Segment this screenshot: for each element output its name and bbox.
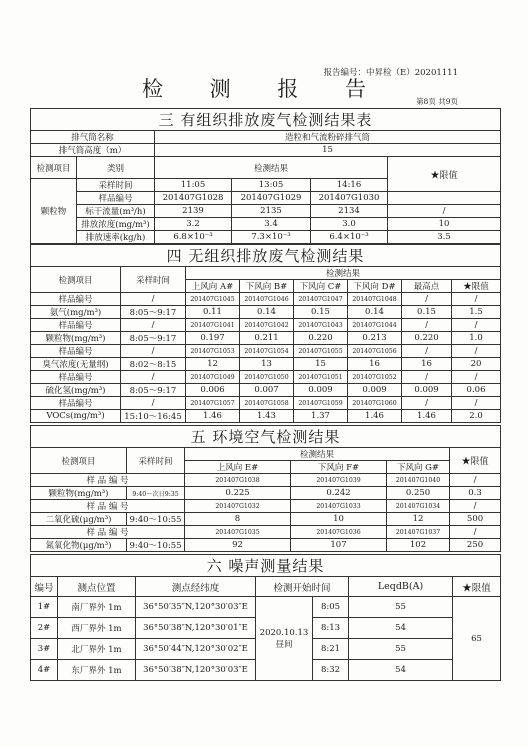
table-row xyxy=(31,500,501,513)
col-header: 测点经纬度 xyxy=(136,577,256,597)
value-cell: 0.009 xyxy=(348,384,402,397)
sample-cell: 201407G1029 xyxy=(232,192,311,205)
col-header: 最高点 xyxy=(402,280,452,293)
noise-value: 54 xyxy=(349,660,453,681)
value-cell: 3.2 xyxy=(155,218,232,231)
time-cell: 11:05 xyxy=(155,179,232,192)
row-label: 样品编号 xyxy=(31,371,121,384)
time-label: 采样时间 xyxy=(121,267,186,293)
point-position: 南厂界外 1m xyxy=(58,597,136,618)
value-cell: 1.0 xyxy=(452,332,501,345)
col-header: 上风向 E# xyxy=(185,461,291,474)
time-cell: / xyxy=(121,293,186,306)
tube-height-label: 排气筒高度（m） xyxy=(31,144,155,157)
value-cell: 0.006 xyxy=(186,384,240,397)
value-cell: 1.5 xyxy=(452,306,501,319)
sample-cell: 201407G1060 xyxy=(348,397,402,410)
section-3-table xyxy=(30,108,501,244)
row-label: 样品编号 xyxy=(31,319,121,332)
sample-cell: 201407G1045 xyxy=(186,293,240,306)
section-3-title: 三 有组织排放废气检测结果表 xyxy=(31,109,501,131)
value-cell: 0.197 xyxy=(186,332,240,345)
value-cell: 3.0 xyxy=(311,218,388,231)
time-cell: / xyxy=(121,397,186,410)
col-header: 下风向 D# xyxy=(348,280,402,293)
value-cell: 2.0 xyxy=(452,410,501,423)
value-cell: 15 xyxy=(294,358,348,371)
point-position: 北厂界外 1m xyxy=(58,639,136,660)
sample-cell: 201407G1034 xyxy=(387,500,450,513)
value-cell: 6.8×10⁻³ xyxy=(155,231,232,244)
sample-cell: 201407G1033 xyxy=(291,500,387,513)
time-cell: 8:02～8:15 xyxy=(121,358,186,371)
start-time: 8:21 xyxy=(313,639,349,660)
value-cell: 0.225 xyxy=(185,487,291,500)
value-cell: / xyxy=(452,345,501,358)
point-coordinates: 36°50′38″N,120°30′03″E xyxy=(136,660,256,681)
point-coordinates: 36°50′44″N,120°30′02″E xyxy=(136,639,256,660)
section-5-table xyxy=(30,425,501,552)
report-title: 检 测 报 告 xyxy=(141,77,387,101)
row-label: 样品编号 xyxy=(31,397,121,410)
table-row xyxy=(31,358,501,371)
value-cell: / xyxy=(402,293,452,306)
value-cell: 0.14 xyxy=(240,306,294,319)
row-label: 样品编号 xyxy=(31,293,121,306)
tube-name-value: 造粒和气流粉碎排气筒 xyxy=(155,131,501,144)
date-cell xyxy=(256,597,313,681)
value-cell: / xyxy=(402,345,452,358)
value-cell: 0.213 xyxy=(348,332,402,345)
value-cell: / xyxy=(402,397,452,410)
table-row xyxy=(31,293,501,306)
table-row xyxy=(31,384,501,397)
limit-label: ★限值 xyxy=(388,157,501,192)
point-no: 3# xyxy=(31,639,58,660)
point-coordinates: 36°50′35″N,120°30′03″E xyxy=(136,597,256,618)
value-cell: 0.220 xyxy=(402,332,452,345)
value-cell: 7.3×10⁻³ xyxy=(232,231,311,244)
row-label: VOCs(mg/m³) xyxy=(31,410,121,423)
sample-cell: 201407G1036 xyxy=(291,526,387,539)
value-cell: 2135 xyxy=(232,205,311,218)
section-6-title: 六 噪声测量结果 xyxy=(31,555,501,577)
value-cell: 0.11 xyxy=(186,306,240,319)
sample-label: 样品编号 xyxy=(77,192,155,205)
time-cell: 9:40～10:55 xyxy=(127,539,185,552)
sample-cell: 201407G1041 xyxy=(186,319,240,332)
point-position: 西厂界外 1m xyxy=(58,618,136,639)
table-row xyxy=(31,319,501,332)
time-cell: 14:16 xyxy=(311,179,388,192)
noise-limit: 65 xyxy=(453,597,501,681)
value-cell: / xyxy=(402,371,452,384)
sample-cell: 201407G1030 xyxy=(311,192,388,205)
sample-cell: 201407G1054 xyxy=(240,345,294,358)
row-label: 氨气(mg/m³) xyxy=(31,306,121,319)
sample-cell: 201407G1040 xyxy=(387,474,450,487)
sample-cell: 201407G1039 xyxy=(291,474,387,487)
report-number: 报告编号：中昇检（E）20201111 xyxy=(323,68,458,78)
noise-value: 55 xyxy=(349,639,453,660)
value-cell: 0.3 xyxy=(450,487,501,500)
value-cell: / xyxy=(450,500,501,513)
row-label: 样品编号 xyxy=(31,345,121,358)
sample-cell: 201407G1044 xyxy=(348,319,402,332)
value-cell: 1.43 xyxy=(240,410,294,423)
result-label: 检测结果 xyxy=(185,448,450,461)
item-label: 检测项目 xyxy=(31,157,77,179)
sample-cell: 201407G1059 xyxy=(294,397,348,410)
sample-cell: 201407G1038 xyxy=(185,474,291,487)
measure-date: 2020.10.13 xyxy=(259,627,309,638)
value-cell: 3.4 xyxy=(232,218,311,231)
value-cell: 1.37 xyxy=(294,410,348,423)
col-header: 编号 xyxy=(31,577,58,597)
point-no: 4# xyxy=(31,660,58,681)
time-cell: / xyxy=(121,371,186,384)
value-cell: 92 xyxy=(185,539,291,552)
value-cell: 10 xyxy=(291,513,387,526)
time-label: 采样时间 xyxy=(77,179,155,192)
table-row xyxy=(31,539,501,552)
row-label: 臭气浓度(无量纲) xyxy=(31,358,121,371)
col-header: 测点位置 xyxy=(58,577,136,597)
col-header: LeqdB(A) xyxy=(349,577,453,597)
section-4-table xyxy=(30,244,501,423)
value-cell: 0.14 xyxy=(348,306,402,319)
value-cell: 1.46 xyxy=(348,410,402,423)
tube-height-value: 15 xyxy=(155,144,501,157)
table-row xyxy=(31,474,501,487)
row-label: 排放速率(kg/h) xyxy=(77,231,155,244)
value-cell: 0.220 xyxy=(294,332,348,345)
value-cell: 1.46 xyxy=(402,410,452,423)
sample-cell: 201407G1058 xyxy=(240,397,294,410)
row-label: 样 品 编 号 xyxy=(31,500,185,513)
sample-cell: 201407G1037 xyxy=(387,526,450,539)
sample-cell: 201407G1042 xyxy=(240,319,294,332)
start-time: 8:32 xyxy=(313,660,349,681)
section-5-title: 五 环境空气检测结果 xyxy=(31,426,501,448)
col-header: 下风向 F# xyxy=(291,461,387,474)
value-cell: 0.009 xyxy=(402,384,452,397)
point-coordinates: 36°50′38″N,120°30′01″E xyxy=(136,618,256,639)
row-label: 硫化氢(mg/m³) xyxy=(31,384,121,397)
row-label: 标干流量(m³/h) xyxy=(77,205,155,218)
limit-cell xyxy=(388,192,501,205)
value-cell: 102 xyxy=(387,539,450,552)
time-cell: 8:05～9:17 xyxy=(121,306,186,319)
table-row xyxy=(31,306,501,319)
sample-cell: 201407G1048 xyxy=(348,293,402,306)
time-cell: / xyxy=(121,319,186,332)
table-row xyxy=(31,371,501,384)
result-label: 检测结果 xyxy=(186,267,501,280)
noise-value: 54 xyxy=(349,618,453,639)
value-cell: 13 xyxy=(240,358,294,371)
sample-cell: 201407G1047 xyxy=(294,293,348,306)
item-label: 检测项目 xyxy=(31,267,121,293)
value-cell: / xyxy=(450,474,501,487)
sample-cell: 201407G1049 xyxy=(186,371,240,384)
page-number: 第8页 共9页 xyxy=(416,97,458,106)
value-cell: 1.46 xyxy=(186,410,240,423)
sample-cell: 201407G1051 xyxy=(294,371,348,384)
row-label: 二氧化硫(μg/m³) xyxy=(31,513,127,526)
col-header: 下风向 C# xyxy=(294,280,348,293)
start-time: 8:05 xyxy=(313,597,349,618)
value-cell: 250 xyxy=(450,539,501,552)
noise-value: 55 xyxy=(349,597,453,618)
tube-name-label: 排气筒名称 xyxy=(31,131,155,144)
sample-cell: 201407G1053 xyxy=(186,345,240,358)
sample-cell: 201407G1050 xyxy=(240,371,294,384)
value-cell: 0.211 xyxy=(240,332,294,345)
time-label: 采样时间 xyxy=(127,448,185,474)
section-4-title: 四 无组织排放废气检测结果 xyxy=(31,245,501,267)
limit-label: ★限值 xyxy=(450,448,501,474)
table-row xyxy=(31,526,501,539)
value-cell: 0.15 xyxy=(294,306,348,319)
value-cell: 2139 xyxy=(155,205,232,218)
limit-cell: / xyxy=(388,205,501,218)
col-header: 上风向 A# xyxy=(186,280,240,293)
table-row xyxy=(31,345,501,358)
result-label: 检测结果 xyxy=(155,157,388,179)
table-row xyxy=(31,487,501,500)
sample-cell: 201407G1052 xyxy=(348,371,402,384)
time-cell: 13:05 xyxy=(232,179,311,192)
particle-label: 颗粒物 xyxy=(31,179,77,244)
sample-cell: 201407G1056 xyxy=(348,345,402,358)
value-cell: / xyxy=(452,397,501,410)
value-cell: / xyxy=(452,319,501,332)
value-cell: 500 xyxy=(450,513,501,526)
time-cell: 15:10～16:45 xyxy=(121,410,186,423)
measure-period: 昼间 xyxy=(275,639,293,650)
value-cell: 2134 xyxy=(311,205,388,218)
table-row xyxy=(31,397,501,410)
value-cell: 0.009 xyxy=(294,384,348,397)
value-cell: 0.15 xyxy=(402,306,452,319)
col-header: 检测开始时间 xyxy=(256,577,349,597)
point-position: 东厂界外 1m xyxy=(58,660,136,681)
table-row xyxy=(31,410,501,423)
row-label: 排放浓度(mg/m³) xyxy=(77,218,155,231)
table-row xyxy=(31,597,501,618)
point-no: 1# xyxy=(31,597,58,618)
value-cell: / xyxy=(452,293,501,306)
value-cell: 0.007 xyxy=(240,384,294,397)
table-row xyxy=(31,332,501,345)
sample-cell: 201407G1046 xyxy=(240,293,294,306)
value-cell: / xyxy=(402,319,452,332)
value-cell: 6.4×10⁻³ xyxy=(311,231,388,244)
sample-cell: 201407G1055 xyxy=(294,345,348,358)
value-cell: 12 xyxy=(387,513,450,526)
value-cell: / xyxy=(452,371,501,384)
time-cell: 9:40～次日9:35 xyxy=(127,487,185,500)
value-cell: 0.06 xyxy=(452,384,501,397)
time-cell: 8:05～9:17 xyxy=(121,332,186,345)
sample-cell: 201407G1043 xyxy=(294,319,348,332)
row-label: 样 品 编 号 xyxy=(31,526,185,539)
col-header: 下风向 G# xyxy=(387,461,450,474)
start-time: 8:13 xyxy=(313,618,349,639)
row-label: 氮氧化物(μg/m³) xyxy=(31,539,127,552)
value-cell: 16 xyxy=(348,358,402,371)
col-header: 下风向 B# xyxy=(240,280,294,293)
time-cell: / xyxy=(121,345,186,358)
category-label: 类别 xyxy=(77,157,155,179)
row-label: 颗粒物(mg/m³) xyxy=(31,487,127,500)
sample-cell: 201407G1057 xyxy=(186,397,240,410)
item-label: 检测项目 xyxy=(31,448,127,474)
sample-cell: 201407G1035 xyxy=(185,526,291,539)
col-header: ★限值 xyxy=(452,280,501,293)
limit-cell: 3.5 xyxy=(388,231,501,244)
sample-cell: 201407G1028 xyxy=(155,192,232,205)
point-no: 2# xyxy=(31,618,58,639)
sample-cell: 201407G1032 xyxy=(185,500,291,513)
value-cell: 16 xyxy=(402,358,452,371)
value-cell: / xyxy=(450,526,501,539)
time-cell: 9:40～10:55 xyxy=(127,513,185,526)
value-cell: 107 xyxy=(291,539,387,552)
value-cell: 8 xyxy=(185,513,291,526)
row-label: 颗粒物(mg/m³) xyxy=(31,332,121,345)
value-cell: 20 xyxy=(452,358,501,371)
time-cell: 8:05～9:17 xyxy=(121,384,186,397)
table-row xyxy=(31,513,501,526)
col-header: ★限值 xyxy=(453,577,501,597)
value-cell: 12 xyxy=(186,358,240,371)
row-label: 样 品 编 号 xyxy=(31,474,185,487)
limit-cell: 10 xyxy=(388,218,501,231)
value-cell: 0.250 xyxy=(387,487,450,500)
value-cell: 0.242 xyxy=(291,487,387,500)
section-6-table xyxy=(30,554,501,681)
